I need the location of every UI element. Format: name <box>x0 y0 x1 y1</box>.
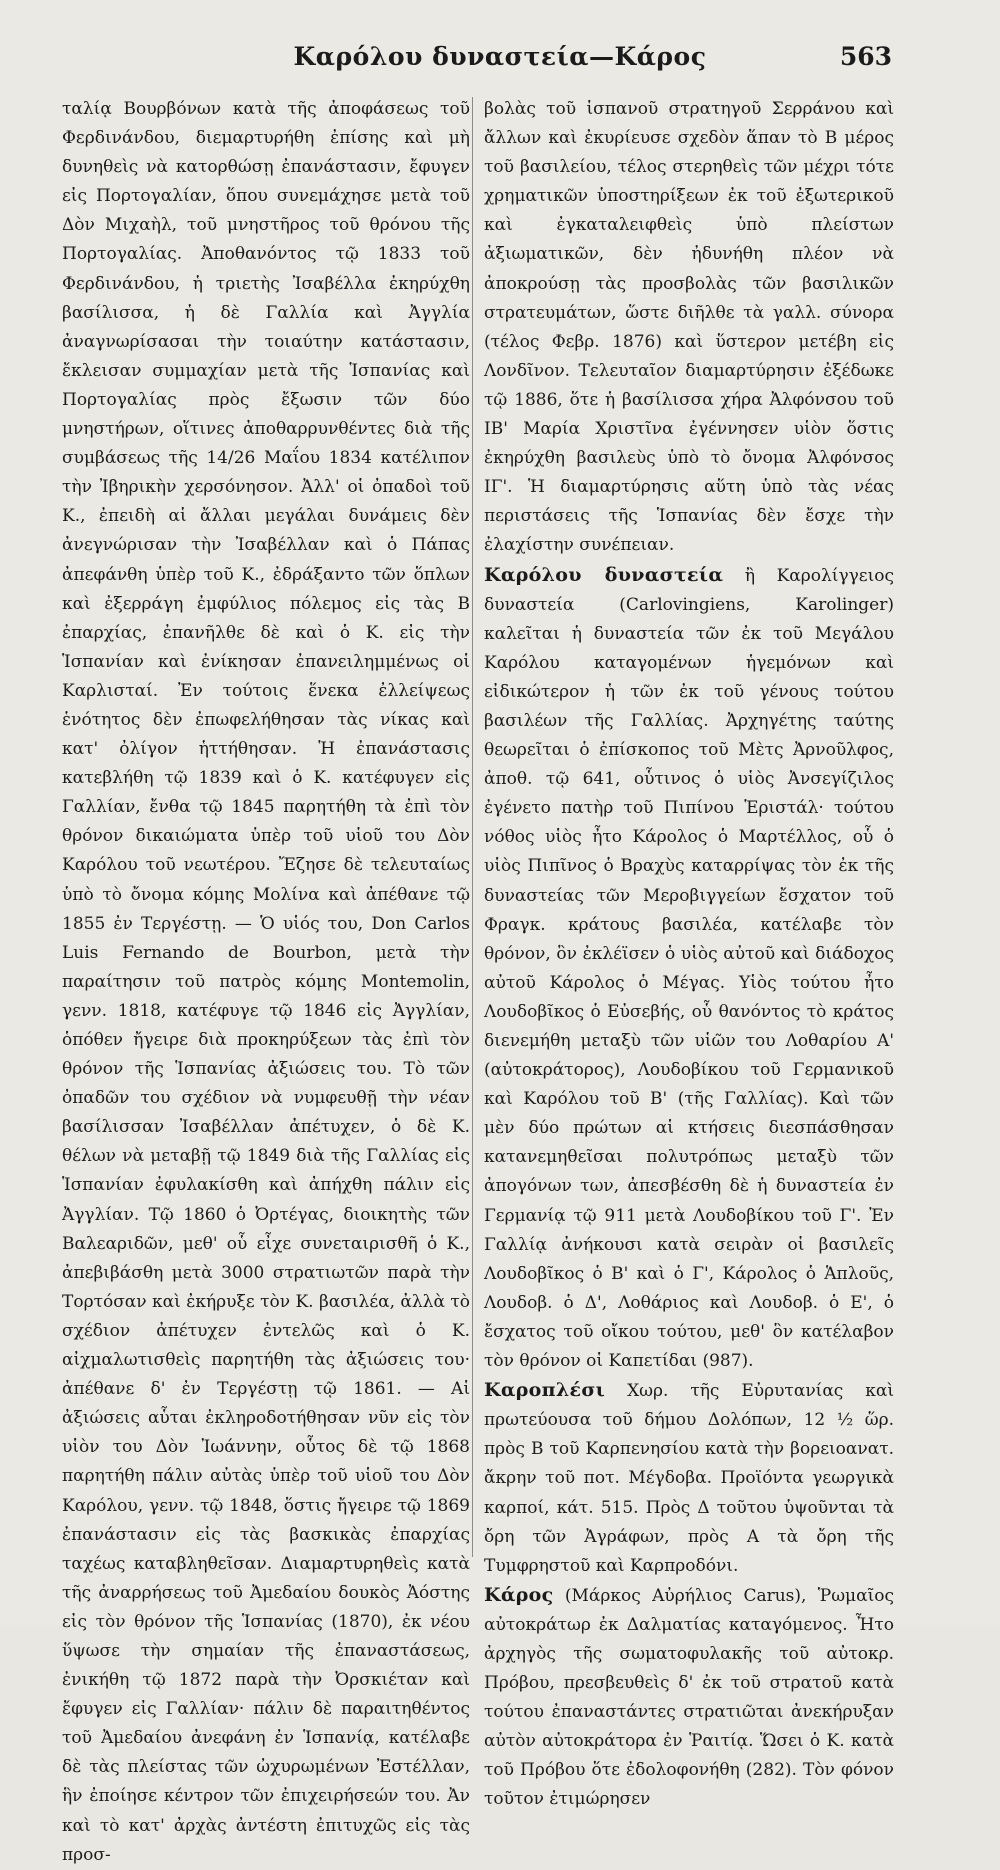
entry-headword: Κάρος <box>484 1583 554 1606</box>
header-title: Καρόλου δυναστεία—Κάρος <box>293 42 707 71</box>
entry-headword: Καρόλου δυναστεία <box>484 563 724 586</box>
right-column-paragraph: βολὰς τοῦ ἱσπανοῦ στρατηγοῦ Σερράνου καὶ ἄλλων καὶ ἐκυρίευσε σχεδὸν ἅπαν τὸ Β μέρος τοῦ βασιλείου, τέλος στερηθεὶς τῶν μέχρι τότε χρηματικῶν ὑποστηρίξεων ἐκ τοῦ ἐξωτερικοῦ καὶ ἐγκαταλειφθεὶς ὑπὸ πλείστων ἀξιωματικῶν, δὲν ἠδυνήθη πλέον νὰ ἀποκρούσῃ τὰς προσβολὰς τῶν βασιλικῶν στρατευμάτων, ὥστε διῆλθε τὰ γαλλ. σύνορα (τέλος Φεβρ. 1876) καὶ ὕστερον μετέβη εἰς Λονδῖνον. Τελευταῖον διαμαρτύρησιν ἐξέδωκε τῷ 1886, ὅτε ἡ βασίλισσα χήρα Ἀλφόνσου τοῦ ΙΒ' Μαρία Χριστῖνα ἐγέννησεν υἱὸν ὅστις ἐκηρύχθη βασιλεὺς ὑπὸ τὸ ὄνομα Ἀλφόνσος ΙΓ'. Ἡ διαμαρτύρησις αὕτη ὑπὸ τὰς νέας περιστάσεις τῆς Ἱσπανίας δὲν ἔσχε τὴν ἐλαχίστην συνέπειαν. <box>484 99 894 556</box>
entry-headword: Καροπλέσι <box>484 1379 606 1402</box>
left-column-text: ταλίᾳ Βουρβόνων κατὰ τῆς ἀποφάσεως τοῦ Φερδινάνδου, διεμαρτυρήθη ἐπίσης καὶ μὴ δυνηθεὶς νὰ κατορθώσῃ ἐπανάστασιν, ἔφυγεν εἰς Πορτογαλίαν, ὅπου συνεμάχησε μετὰ τοῦ Δὸν Μιχαὴλ, τοῦ μνηστῆρος τοῦ θρόνου τῆς Πορτογαλίας. Ἀποθανόντος τῷ 1833 τοῦ Φερδινάνδου, ἡ τριετὴς Ἰσαβέλλα ἐκηρύχθη βασίλισσα, ἡ δὲ Γαλλία καὶ Ἀγγλία ἀναγνωρίσασαι τὴν τοιαύτην κατάστασιν, ἔκλεισαν συμμαχίαν μετὰ τῆς Ἱσπανίας καὶ Πορτογαλίας πρὸς ἔξωσιν τῶν δύο μνηστήρων, οἵτινες ἀποθαρρυνθέντες διὰ τῆς συμβάσεως τῆς 14/26 Μαΐου 1834 κατέλιπον τὴν Ἰβηρικὴν χερσόνησον. Ἀλλ' οἱ ὀπαδοὶ τοῦ Κ., ἐπειδὴ αἱ ἄλλαι μεγάλαι δυνάμεις δὲν ἀνεγνώρισαν τὴν Ἰσαβέλλαν καὶ ὁ Πάπας ἀπεφάνθη ὑπὲρ τοῦ Κ., ἐδράξαντο τῶν ὅπλων καὶ ἐξερράγη ἐμφύλιος πόλεμος εἰς τὰς Β ἐπαρχίας, ἐπανῆλθε δὲ καὶ ὁ Κ. εἰς τὴν Ἱσπανίαν καὶ ἐνίκησαν ἐπανειλημμένως οἱ Καρλισταί. Ἐν τούτοις ἕνεκα ἐλλείψεως ἑνότητος δὲν ἐπωφελήθησαν τὰς νίκας καὶ κατ' ὀλίγον ἡττήθησαν. Ἡ ἐπανάστασις κατεβλήθη τῷ 1839 καὶ ὁ Κ. κατέφυγεν εἰς Γαλλίαν, ἔνθα τῷ 1845 παρητήθη τὰ ἐπὶ τὸν θρόνον δικαιώματα ὑπὲρ τοῦ υἱοῦ του Δὸν Καρόλου τοῦ νεωτέρου. Ἔζησε δὲ τελευταίως ὑπὸ τὸ ὄνομα κόμης Μολίνα καὶ ἀπέθανε τῷ 1855 ἐν Τεργέστῃ. — Ὁ υἱός του, Don Carlos Luis Fernando de Bourbon, μετὰ τὴν παραίτησιν τοῦ πατρὸς κόμης Montemolin, γενν. 1818, κατέφυγε τῷ 1846 εἰς Ἀγγλίαν, ὁπόθεν ἤγειρε διὰ προκηρύξεων τὰς ἐπὶ τὸν θρόνον τῆς Ἱσπανίας ἀξιώσεις του. Τὸ τῶν ὀπαδῶν του σχέδιον νὰ νυμφευθῇ τὴν νέαν βασίλισσαν Ἰσαβέλλαν ἀπέτυχεν, ὁ δὲ Κ. θέλων νὰ μεταβῇ τῷ 1849 διὰ τῆς Γαλλίας εἰς Ἱσπανίαν ἐφυλακίσθη καὶ ἀπήχθη πάλιν εἰς Ἀγγλίαν. Τῷ 1860 ὁ Ὀρτέγας, διοικητὴς τῶν Βαλεαριδῶν, μεθ' οὗ εἶχε συνεταιρισθῆ ὁ Κ., ἀπεβιβάσθη μετὰ 3000 στρατιωτῶν παρὰ τὴν Τορτόσαν καὶ ἐκήρυξε τὸν Κ. βασιλέα, ἀλλὰ τὸ σχέδιον ἀπέτυχεν ἐντελῶς καὶ ὁ Κ. αἰχμαλωτισθεὶς παρητήθη τὰς ἀξιώσεις του· ἀπέθανε δ' ἐν Τεργέστῃ τῷ 1861. — Αἱ ἀξιώσεις αὗται ἐκληροδοτήθησαν νῦν εἰς τὸν υἱὸν του Δὸν Ἰωάννην, οὗτος δὲ τῷ 1868 παρητήθη πάλιν αὐτὰς ὑπὲρ τοῦ υἱοῦ του Δὸν Καρόλου, γενν. τῷ 1848, ὅστις ἤγειρε τῷ 1869 ἐπανάστασιν εἰς τὰς βασκικὰς ἐπαρχίας ταχέως καταβληθεῖσαν. Διαμαρτυρηθεὶς κατὰ τῆς ἀναρρήσεως τοῦ Ἀμεδαίου δουκὸς Ἀόστης εἰς τὸν θρόνον τῆς Ἱσπανίας (1870), ἐκ νέου ὕψωσε τὴν σημαίαν τῆς ἐπαναστάσεως, ἐνικήθη τῷ 1872 παρὰ τὴν Ὀρσκιέταν καὶ ἔφυγεν εἰς Γαλλίαν· πάλιν δὲ παραιτηθέντος τοῦ Ἀμεδαίου ἀνεφάνη ἐν Ἱσπανίᾳ, κατέλαβε δὲ τὰς πλείστας τῶν ὠχυρωμένων Ἐστέλλαν, ἣν ἐποίησε κέντρον τῶν ἐπιχειρήσεών του. Ἀν καὶ τὸ κατ' ἀρχὰς ἀντέστη ἐπιτυχῶς εἰς τὰς προσ- <box>62 99 470 1865</box>
entry-body: (Μάρκος Αὐρήλιος Carus), Ῥωμαῖος αὐτοκράτωρ ἐκ Δαλματίας καταγόμενος. Ἦτο ἀρχηγὸς τῆς σωματοφυλακῆς τοῦ αὐτοκρ. Πρόβου, πρεσβευθεὶς δ' ἐκ τοῦ στρατοῦ κατὰ τούτου ἐπαναστάντες στρατιῶται ἀνεκήρυξαν αὐτὸν αὐτοκράτορα ἐν Ῥαιτίᾳ. Ὥσει ὁ Κ. κατὰ τοῦ Πρόβου ὅτε ἐδολοφονήθη (282). Τὸν φόνον τοῦτον ἐτιμώρησεν <box>484 1585 895 1810</box>
left-column <box>62 95 470 1870</box>
page-number: 563 <box>839 42 892 71</box>
entry-body: ἢ Καρολίγγειος δυναστεία (Carlovingiens, Karolinger) καλεῖται ἡ δυναστεία τῶν ἐκ τοῦ Μεγάλου Καρόλου καταγομένων ἡγεμόνων καὶ εἰδικώτερον ἡ τῶν ἐκ τοῦ γένους τούτου βασιλέων τῆς Γαλλίας. Ἀρχηγέτης ταύτης θεωρεῖται ὁ ἐπίσκοπος τοῦ Μὲτς Ἀρνοῦλφος, ἀποθ. τῷ 641, οὗτινος ὁ υἱὸς Ἀνσεγίζιλος ἐγένετο πατὴρ τοῦ Πιπίνου Ἑριστάλ· τούτου νόθος υἱὸς ἦτο Κάρολος ὁ Μαρτέλλος, οὗ ὁ υἱὸς Πιπῖνος ὁ Βραχὺς καταρρίψας τὸν ἐκ τῆς δυναστείας τῶν Μεροβιγγείων ἔσχατον τοῦ Φραγκ. κράτους βασιλέα, κατέλαβε τὸν θρόνον, ὃν ἐκλέϊσεν ὁ υἱὸς αὐτοῦ καὶ διάδοχος αὐτοῦ Κάρολος ὁ Μέγας. Υἱὸς τούτου ἦτο Λουδοβῖκος ὁ Εὐσεβής, οὗ θανόντος τὸ κράτος διενεμήθη μεταξὺ τῶν υἱῶν του Λοθαρίου Α' (αὐτοκράτορος), Λουδοβίκου τοῦ Γερμανικοῦ καὶ Καρόλου τοῦ Β' (τῆς Γαλλίας). Καὶ τῶν μὲν δύο πρώτων αἱ κτήσεις διεσπάσθησαν κατανεμηθεῖσαι πολυτρόπως μεταξὺ τῶν ἀπογόνων των, ἀπεσβέσθη δὲ ἡ δυναστεία ἐν Γερμανίᾳ τῷ 911 μετὰ Λουδοβίκου τοῦ Γ'. Ἐν Γαλλίᾳ ἀνήκουσι κατὰ σειρὰν οἱ βασιλεῖς Λουδοβῖκος ὁ Β' καὶ ὁ Γ', Κάρολος ὁ Ἁπλοῦς, Λουδοβ. ὁ Δ', Λοθάριος καὶ Λουδοβ. ὁ Ε', ὁ ἔσχατος τοῦ οἴκου τούτου, μεθ' ὃν κατέλαβον τὸν θρόνον οἱ Καπετίδαι (987). <box>484 565 895 1372</box>
entry-karolou-dynasteia <box>484 561 894 1377</box>
right-column <box>484 95 894 1815</box>
entry-karoplesi <box>484 1376 894 1581</box>
entry-body: Χωρ. τῆς Εὐρυτανίας καὶ πρωτεύουσα τοῦ δήμου Δολόπων, 12 ½ ὥρ. πρὸς Β τοῦ Καρπενησίου κατὰ τὴν βορειοανατ. ἄκρην τοῦ ποτ. Μέγδοβα. Προϊόντα γεωργικὰ καρποί, κάτ. 515. Πρὸς Δ τοῦτου ὑψοῦνται τὰ ὄρη τῶν Ἀγράφων, πρὸς Α τὰ ὄρη τῆς Τυμφρηστοῦ καὶ Καρπροδόνι. <box>484 1381 894 1576</box>
column-divider <box>472 97 473 1557</box>
running-head <box>0 38 1000 78</box>
entry-karos <box>484 1581 894 1815</box>
